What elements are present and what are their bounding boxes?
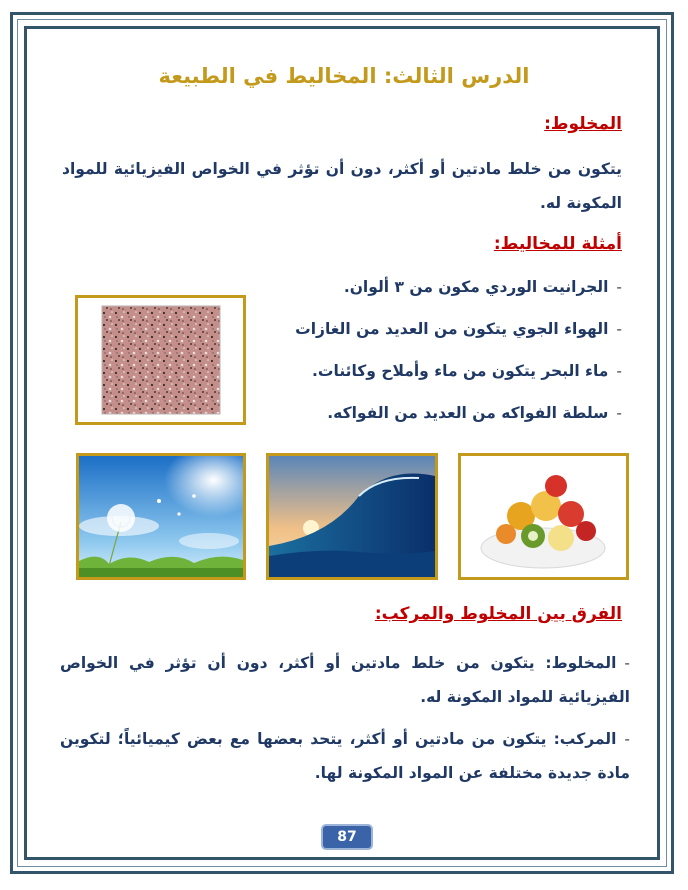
granite-image [75,295,246,425]
dash-bullet: - [616,278,622,296]
sea-wave-image [266,453,438,580]
dash-bullet: - [624,654,630,672]
list-item: -سلطة الفواكه من العديد من الفواكه. [327,404,622,422]
examples-list [295,272,622,440]
page-number-badge: 87 [323,826,371,848]
list-item: -ماء البحر يتكون من ماء وأملاح وكائنات. [312,362,622,380]
list-item: -المخلوط: يتكون من خلط مادتين أو أكثر، دون أن تؤثر في الخواص الفيزيائية للمواد المكونة له. [60,654,630,706]
lesson-title: الدرس الثالث: المخاليط في الطبيعة [158,64,530,88]
mixture-definition: يتكون من خلط مادتين أو أكثر، دون أن تؤثر في الخواص الفيزيائية للمواد المكونة له. [62,160,622,212]
dash-bullet: - [616,320,622,338]
dash-bullet: - [616,404,622,422]
list-item: -الجرانيت الوردي مكون من ٣ ألوان. [343,278,622,296]
difference-list [60,646,630,798]
list-item: -الهواء الجوي يتكون من العديد من الغازات [295,320,622,338]
dash-bullet: - [616,362,622,380]
fruit-salad-image [458,453,629,580]
sky-dandelion-image [76,453,246,580]
difference-heading: الفرق بين المخلوط والمركب: [374,604,622,624]
examples-heading: أمثلة للمخاليط: [493,234,622,254]
dash-bullet: - [624,730,630,748]
list-item: -المركب: يتكون من مادتين أو أكثر، يتحد بعضها مع بعض كيميائياً؛ لتكوين مادة جديدة مختلفة عن المواد المكونة لها. [60,730,630,782]
mixture-heading: المخلوط: [544,114,622,134]
